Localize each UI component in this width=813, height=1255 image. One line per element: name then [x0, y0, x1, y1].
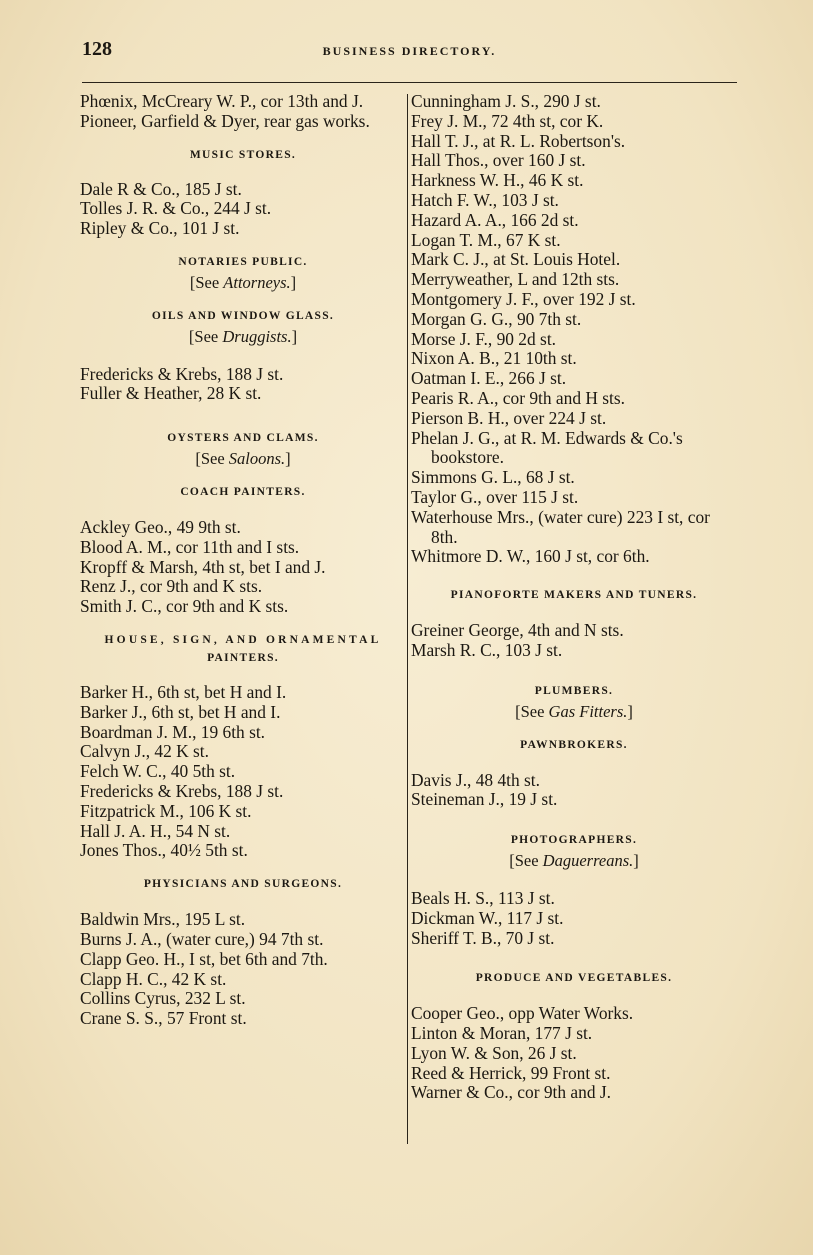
see-reference: [See Druggists.]: [188, 326, 298, 346]
list-item: Ripley & Co., 101 J st.: [80, 218, 240, 239]
section-heading-music-stores: MUSIC STORES.: [189, 148, 297, 161]
list-item: Steineman J., 19 J st.: [411, 789, 558, 810]
list-item: Hall J. A. H., 54 N st.: [80, 820, 231, 841]
section-heading-house-painters: HOUSE, SIGN, AND ORNAMENTAL: [104, 633, 382, 646]
list-item: Oatman I. E., 266 J st.: [411, 368, 567, 389]
list-item: Collins Cyrus, 232 L st.: [80, 988, 246, 1009]
list-item: Hall Thos., over 160 J st.: [411, 150, 586, 171]
list-item: Nixon A. B., 21 10th st.: [411, 348, 577, 369]
list-item: Logan T. M., 67 K st.: [411, 229, 561, 250]
list-item: Simmons G. L., 68 J st.: [411, 467, 575, 488]
list-item: Beals H. S., 113 J st.: [411, 887, 555, 908]
list-item: Harkness W. H., 46 K st.: [411, 170, 584, 191]
page-number: 128: [82, 38, 112, 60]
list-item: Marsh R. C., 103 J st.: [411, 639, 563, 660]
list-item: Cooper Geo., opp Water Works.: [411, 1003, 634, 1024]
list-item: Renz J., cor 9th and K sts.: [80, 576, 263, 597]
list-item: Pearis R. A., cor 9th and H sts.: [411, 387, 625, 408]
list-item: Davis J., 48 4th st.: [411, 769, 540, 790]
list-item: Frey J. M., 72 4th st, cor K.: [411, 110, 604, 131]
list-item: Montgomery J. F., over 192 J st.: [411, 288, 636, 309]
list-item: Clapp H. C., 42 K st.: [80, 968, 227, 989]
section-heading-plumbers: PLUMBERS.: [534, 684, 614, 697]
list-item: Greiner George, 4th and N sts.: [411, 620, 624, 641]
see-reference: [See Daguerreans.]: [509, 851, 639, 871]
list-item: Phœnix, McCreary W. P., cor 13th and J.: [80, 91, 364, 111]
section-heading-oysters: OYSTERS AND CLAMS.: [167, 432, 319, 445]
list-item: Clapp Geo. H., I st, bet 6th and 7th.: [80, 948, 328, 969]
column-divider: [407, 94, 408, 1144]
list-item: Warner & Co., cor 9th and J.: [411, 1082, 611, 1103]
see-reference: [See Saloons.]: [195, 449, 291, 469]
list-item: Phelan J. G., at R. M. Edwards & Co.'s bookstore.: [411, 427, 683, 468]
section-heading-pawnbrokers: PAWNBROKERS.: [520, 738, 628, 751]
header-rule: [82, 82, 737, 83]
list-item: Cunningham J. S., 290 J st.: [411, 91, 601, 111]
list-item: Blood A. M., cor 11th and I sts.: [80, 536, 300, 557]
list-item: Fitzpatrick M., 106 K st.: [80, 800, 252, 821]
list-item: Jones Thos., 40½ 5th st.: [80, 840, 248, 861]
list-item: Barker J., 6th st, bet H and I.: [80, 701, 281, 722]
list-item: Mark C. J., at St. Louis Hotel.: [411, 249, 621, 270]
list-item: Lyon W. & Son, 26 J st.: [411, 1042, 577, 1063]
list-item: Pioneer, Garfield & Dyer, rear gas works.: [80, 110, 370, 131]
list-item: Waterhouse Mrs., (water cure) 223 I st, cor 8th.: [411, 506, 710, 547]
list-item: Hatch F. W., 103 J st.: [411, 189, 559, 210]
list-item: Sheriff T. B., 70 J st.: [411, 927, 555, 948]
list-item: Ackley Geo., 49 9th st.: [80, 516, 241, 537]
left-column: [80, 92, 406, 1029]
list-item: Hall T. J., at R. L. Robertson's.: [411, 130, 626, 151]
list-item: Tolles J. R. & Co., 244 J st.: [80, 198, 272, 219]
section-heading-physicians: PHYSICIANS AND SURGEONS.: [143, 878, 343, 891]
list-item: Morse J. F., 90 2d st.: [411, 328, 556, 349]
list-item: Fredericks & Krebs, 188 J st.: [80, 780, 284, 801]
list-item: Reed & Herrick, 99 Front st.: [411, 1062, 611, 1083]
list-item: Taylor G., over 115 J st.: [411, 486, 579, 507]
list-item: Baldwin Mrs., 195 L st.: [80, 909, 246, 930]
right-column: [411, 92, 737, 1103]
list-item: Dickman W., 117 J st.: [411, 907, 564, 928]
list-item: Kropff & Marsh, 4th st, bet I and J.: [80, 556, 326, 577]
list-item: Linton & Moran, 177 J st.: [411, 1023, 593, 1044]
section-heading-house-painters-cont: PAINTERS.: [207, 651, 279, 664]
page-header: [82, 38, 737, 64]
see-reference: [See Gas Fitters.]: [515, 701, 633, 721]
list-item: Smith J. C., cor 9th and K sts.: [80, 596, 289, 617]
list-item: Crane S. S., 57 Front st.: [80, 1008, 247, 1029]
list-item: Whitmore D. W., 160 J st, cor 6th.: [411, 546, 650, 567]
list-item: Morgan G. G., 90 7th st.: [411, 308, 582, 329]
section-heading-coach-painters: COACH PAINTERS.: [180, 485, 306, 498]
list-item: Boardman J. M., 19 6th st.: [80, 721, 266, 742]
section-heading-photographers: PHOTOGRAPHERS.: [510, 834, 638, 847]
list-item: Barker H., 6th st, bet H and I.: [80, 681, 287, 702]
list-item: Fuller & Heather, 28 K st.: [80, 383, 262, 404]
running-head: BUSINESS DIRECTORY.: [322, 44, 497, 58]
list-item: Merryweather, L and 12th sts.: [411, 269, 620, 290]
section-heading-produce: PRODUCE AND VEGETABLES.: [475, 972, 673, 985]
section-heading-pianoforte: PIANOFORTE MAKERS AND TUNERS.: [450, 589, 698, 602]
list-item: Burns J. A., (water cure,) 94 7th st.: [80, 928, 324, 949]
list-item: Dale R & Co., 185 J st.: [80, 178, 242, 199]
list-item: Hazard A. A., 166 2d st.: [411, 209, 579, 230]
list-item: Pierson B. H., over 224 J st.: [411, 407, 607, 428]
section-heading-oils: OILS AND WINDOW GLASS.: [151, 309, 335, 322]
list-item: Felch W. C., 40 5th st.: [80, 761, 236, 782]
list-item: Fredericks & Krebs, 188 J st.: [80, 363, 284, 384]
section-heading-notaries: NOTARIES PUBLIC.: [178, 255, 308, 268]
list-item: Calvyn J., 42 K st.: [80, 741, 209, 762]
see-reference: [See Attorneys.]: [189, 272, 297, 292]
